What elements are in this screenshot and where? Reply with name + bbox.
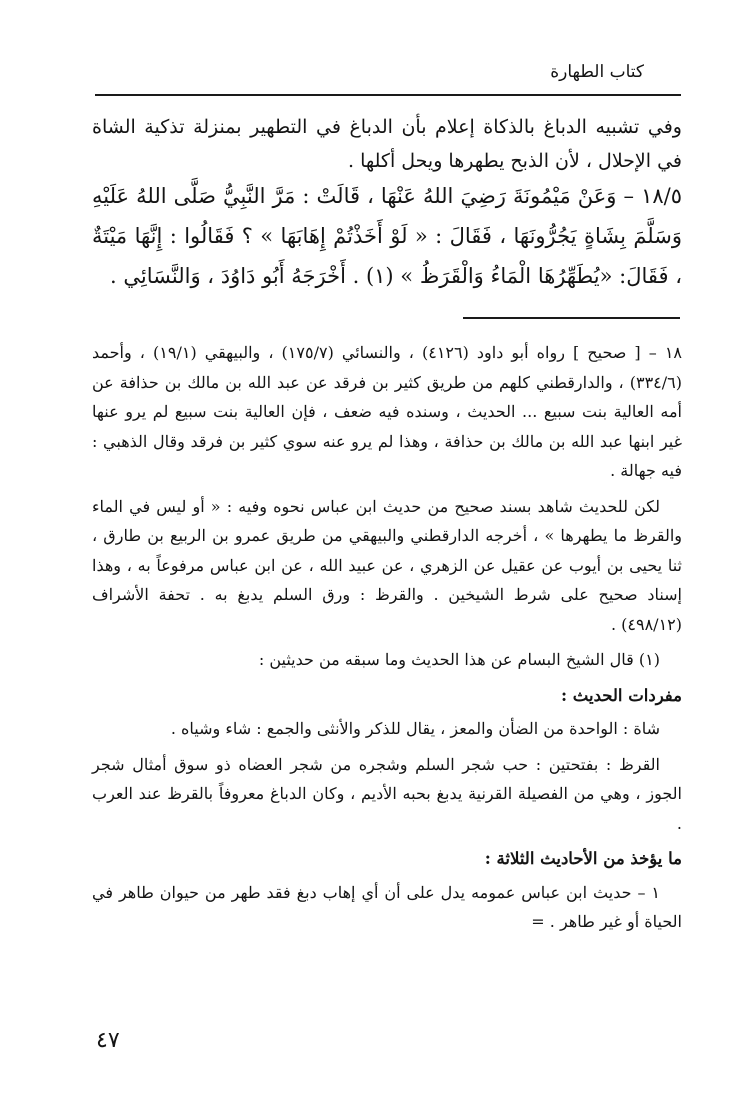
hadith-block [92, 176, 682, 296]
intro-paragraph: وفي تشبيه الدباغ بالذكاة إعلام بأن الدباغ في التطهير بمنزلة تذكية الشاة في الإحلال ، لأن الذبح يطهرها ويحل أكلها . [92, 116, 682, 172]
takhrij-note: ١٨ – [ صحيح ] رواه أبو داود (٤١٢٦) ، والنسائي (١٧٥/٧) ، والبيهقي (١٩/١) ، وأحمد (٣٣٤/٦) ، والدارقطني كلهم من طريق كثير بن فرقد عن عبد الله بن مالك بن حذافة عن أمه العالية بنت سبيع ... الحديث ، وسنده فيه ضعف ، فإن العالية بنت سبيع لم يرو عنها غير ابنها عبد الله بن مالك بن حذافة ، وهذا لم يرو عنه سوي كثير بن فرقد وقال الذهبي : فيه جهالة . [92, 343, 682, 480]
lessons-heading: ما يؤخذ من الأحاديث الثلاثة : [484, 849, 682, 868]
footnote-separator [463, 317, 680, 319]
vocab-qaraz: القرظ : بفتحتين : حب شجر السلم وشجره من شجر العضاه ذو سوق أمثال شجر الجوز ، وهي من الفصيلة القرنية يدبغ بحبه الأديم ، وكان الدباغ معروفاً بالقرظ عند العرب . [92, 754, 682, 833]
shahid-note: لكن للحديث شاهد بسند صحيح من حديث ابن عباس نحوه وفيه : « أو ليس في الماء والقرظ ما يطهرها » ، أخرجه الدارقطني والبيهقي من طريق عمرو بن الربيع بن طارق ، ثنا يحيى بن أيوب عن عقيل عن الزهري ، عن عبيد الله ، عن ابن عباس مرفوعاً به ، وهذا إسناد صحيح على شرط الشيخين . والقرظ : ورق السلم يدبغ به . تحفة الأشراف (٤٩٨/١٢) . [92, 496, 682, 634]
hadith-text: ١٨/٥ – وَعَنْ مَيْمُونَةَ رَضِيَ اللهُ عَنْهَا ، قَالَتْ : مَرَّ النَّبِيُّ صَلَّى اللهُ عَلَيْهِ وَسَلَّمَ بِشَاةٍ يَجُرُّونَهَا ، فَقَالَ : « لَوْ أَخَذْتُمْ إِهَابَهَا » ؟ فَقَالُوا : إِنَّهَا مَيْتَةٌ ، فَقَالَ: «يُطَهِّرُهَا الْمَاءُ وَالْقَرَظُ » (١) . أَخْرَجَهُ أَبُو دَاوُدَ ، وَالنَّسَائِي . [92, 184, 682, 288]
footnote-1: (١) قال الشيخ البسام عن هذا الحديث وما سبقه من حديثين : [258, 650, 660, 669]
lesson-1-text: ١ – حديث ابن عباس عمومه يدل على أن أي إهاب دبغ فقد طهر من حيوان طاهر في الحياة أو غير طاهر . [92, 882, 682, 931]
continuation-mark: = [531, 912, 545, 931]
main-text [92, 110, 682, 178]
lesson-1 [92, 878, 682, 937]
header-rule [95, 94, 681, 96]
vocab-shah: شاة : الواحدة من الضأن والمعز ، يقال للذكر والأنثى والجمع : شاء وشياه . [170, 719, 660, 738]
page-number: ٤٧ [96, 1028, 120, 1053]
footnotes [92, 338, 682, 943]
vocabulary-heading: مفردات الحديث : [560, 685, 682, 705]
running-header-title: كتاب الطهارة [550, 62, 644, 82]
